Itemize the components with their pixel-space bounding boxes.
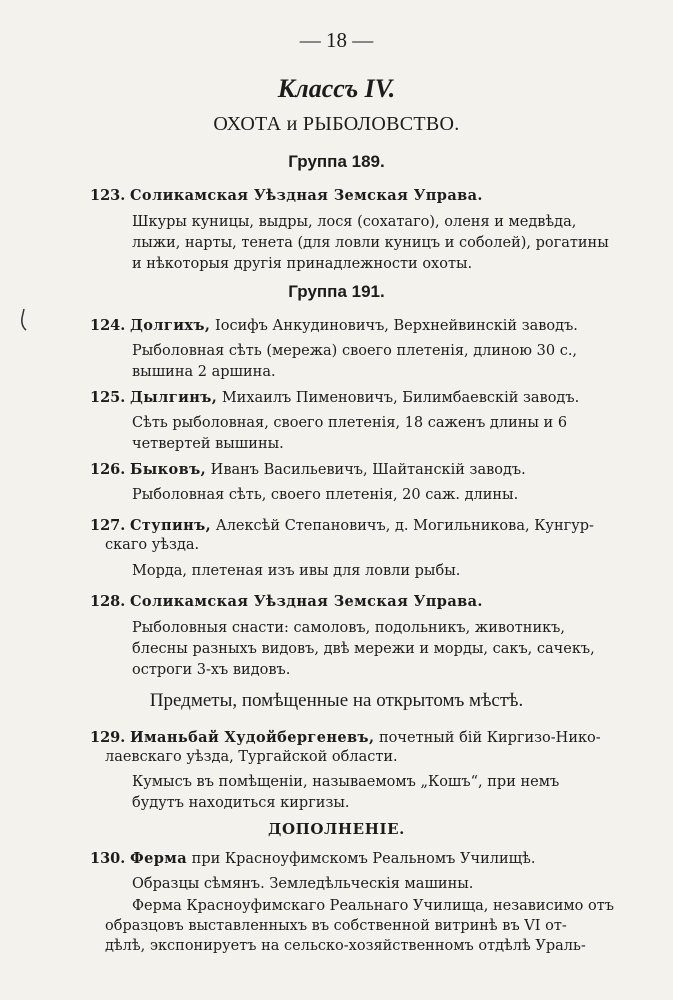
entry-130-description — [132, 874, 473, 895]
entry-127-description — [132, 561, 460, 582]
entry-125-description — [132, 413, 567, 455]
entry-129 — [90, 729, 601, 746]
group-heading-189: Группа 189. — [288, 152, 385, 171]
entry-details: Михаилъ Пименовичъ, Билимбаевскій заводъ. — [217, 390, 580, 406]
entry-number: 123. — [90, 187, 126, 204]
entry-125 — [90, 389, 579, 406]
class-title: Классъ IV. — [277, 74, 396, 103]
text-line: дѣлѣ, экспонируетъ на сельско-хозяйственномъ отдѣлѣ Ураль- — [105, 938, 586, 954]
entry-123-description — [132, 212, 609, 275]
entry-129-description — [132, 772, 559, 814]
entry-name: Долгихъ, — [129, 317, 211, 334]
text-line: Шкуры куницы, выдры, лося (сохатаго), оленя и медвѣда, — [132, 214, 577, 230]
text-line: блесны разныхъ видовъ, двѣ мережи и морды, сакъ, сачекъ, — [132, 641, 595, 657]
entry-name: Иманьбай Худойбергеневъ, — [129, 729, 375, 746]
page-number: — 18 — — [299, 28, 374, 52]
entry-number: 130. — [90, 850, 126, 867]
entry-number: 127. — [90, 517, 126, 534]
entry-number: 125. — [90, 389, 126, 406]
text-line: вышина 2 аршина. — [132, 364, 276, 380]
text-line: Образцы сѣмянъ. Земледѣльческія машины. — [132, 876, 474, 892]
entry-details: при Красноуфимскомъ Реальномъ Училищѣ. — [187, 851, 536, 867]
entry-127 — [90, 517, 594, 534]
entry-name: Быковъ, — [129, 461, 207, 478]
text-line: четвертей вышины. — [132, 436, 284, 452]
text-line: Рыболовная сѣть (мережа) своего плетенія, длиною 30 с., — [132, 343, 578, 359]
text-line: лыжи, нарты, тенета (для ловли куницъ и соболей), рогатины — [132, 235, 609, 251]
entry-127-continuation: скаго уѣзда. — [105, 537, 200, 553]
section-heading-open-area: Предметы, помѣщенные на открытомъ мѣстѣ. — [149, 690, 524, 711]
entry-number: 129. — [90, 729, 126, 746]
entry-details: почетный бій Киргизо-Нико- — [374, 730, 601, 746]
margin-mark — [18, 308, 28, 332]
group-heading-191: Группа 191. — [288, 282, 385, 301]
entry-number: 124. — [90, 317, 126, 334]
entry-130 — [90, 850, 535, 867]
section-title: ОХОТА и РЫБОЛОВСТВО. — [213, 113, 460, 135]
entry-name: Ступинъ, — [129, 517, 212, 534]
entry-number: 126. — [90, 461, 126, 478]
entry-details: Іосифъ Анкудиновичъ, Верхнейвинскій заводъ. — [210, 318, 578, 334]
text-line: Морда, плетеная изъ ивы для ловли рыбы. — [132, 563, 461, 579]
entry-details: Алексѣй Степановичъ, д. Могильникова, Кунгур- — [211, 518, 594, 534]
entry-128 — [90, 593, 483, 610]
text-line: и нѣкоторыя другія принадлежности охоты. — [132, 256, 473, 272]
text-line: Рыболовная сѣть, своего плетенія, 20 саж. длины. — [132, 487, 519, 503]
entry-124-description — [132, 341, 577, 383]
entry-name: Ферма — [129, 850, 188, 867]
text-line: Сѣть рыболовная, своего плетенія, 18 саженъ длины и 6 — [132, 415, 568, 431]
entry-130-paragraph — [105, 896, 614, 956]
entry-128-description — [132, 618, 595, 681]
text-line: Рыболовныя снасти: самоловъ, подольникъ, животникъ, — [132, 620, 566, 636]
entry-name: Дылгинъ, — [129, 389, 218, 406]
entry-129-continuation: лаевскаго уѣзда, Тургайской области. — [105, 749, 398, 765]
text-line: Ферма Красноуфимскаго Реальнаго Училища, независимо отъ — [132, 898, 614, 914]
entry-124 — [90, 317, 578, 334]
text-line: Кумысъ въ помѣщеніи, называемомъ „Кошъ“, при немъ — [132, 774, 560, 790]
entry-123 — [90, 187, 483, 204]
entry-126-description — [132, 485, 518, 506]
text-line: будутъ находиться киргизы. — [132, 795, 350, 811]
text-line: образцовъ выставленныхъ въ собственной витринѣ въ VI от- — [105, 918, 567, 934]
entry-name: Соликамская Уѣздная Земская Управа. — [129, 187, 483, 204]
supplement-heading: ДОПОЛНЕНІЕ. — [268, 820, 405, 838]
entry-126 — [90, 461, 526, 478]
entry-number: 128. — [90, 593, 126, 610]
entry-name: Соликамская Уѣздная Земская Управа. — [129, 593, 483, 610]
entry-details: Иванъ Васильевичъ, Шайтанскій заводъ. — [206, 462, 526, 478]
text-line: остроги 3-хъ видовъ. — [132, 662, 291, 678]
